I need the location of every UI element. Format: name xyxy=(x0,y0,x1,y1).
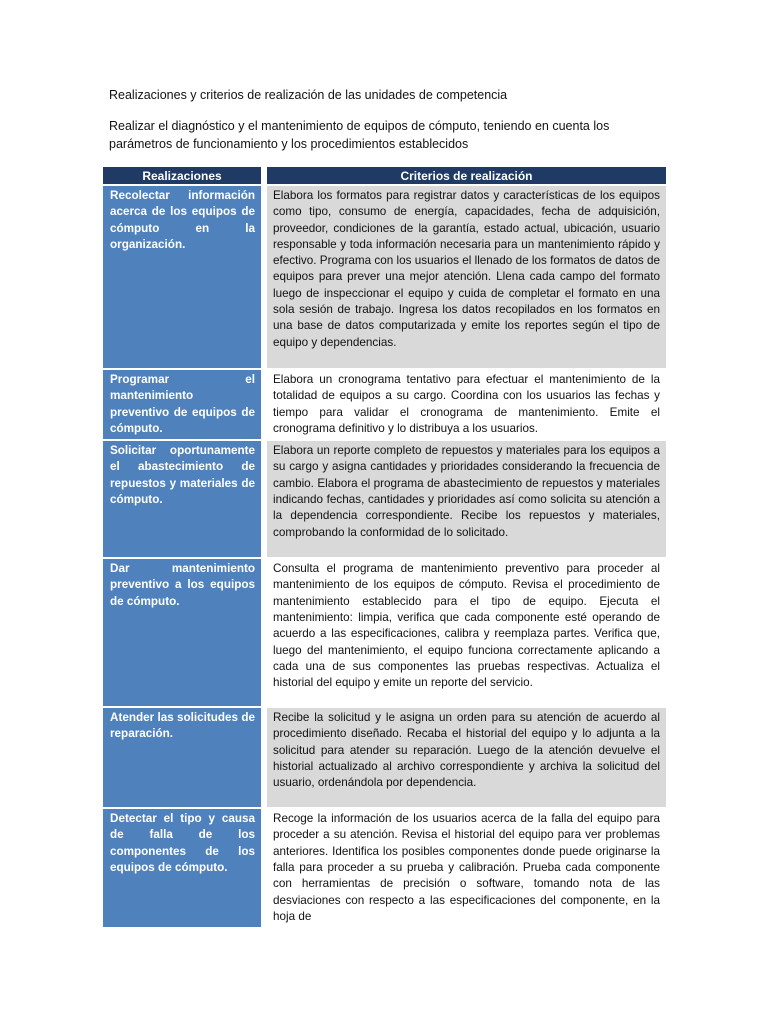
realizacion-cell: Dar mantenimiento preventivo a los equipos de cómputo. xyxy=(103,559,267,708)
criterio-cell: Recoge la información de los usuarios acerca de la falla del equipo para proceder a su atención. Revisa el historial del equipo para ver problemas anteriores. Identifica los posibles componentes donde puede originarse la falla para proceder a su prueba y calibración. Prueba cada componente con herramientas de precisión o software, tomando nota de las desviaciones con respecto a las especificaciones del componente, en la hoja de xyxy=(267,809,666,929)
header-criterios: Criterios de realización xyxy=(267,167,666,186)
document-subtitle: Realizar el diagnóstico y el mantenimiento de equipos de cómputo, teniendo en cuenta los parámetros de funcionamiento y los procedimientos establecidos xyxy=(109,119,610,151)
table-row xyxy=(103,186,666,370)
table-row xyxy=(103,370,666,441)
table-header-row xyxy=(103,167,666,186)
realizacion-cell: Atender las solicitudes de reparación. xyxy=(103,708,267,809)
table-row xyxy=(103,559,666,708)
table-row xyxy=(103,809,666,929)
table-row xyxy=(103,708,666,809)
criterio-cell: Consulta el programa de mantenimiento preventivo para proceder al mantenimiento de los equipos de cómputo. Revisa el procedimiento de mantenimiento establecido para el tipo de equipo. Ejecuta el mantenimiento: limpia, verifica que cada componente esté operando de acuerdo a las especificaciones, calibra y reemplaza partes. Verifica que, luego del mantenimiento, el equipo funciona correctamente aplicando a cada una de sus componentes las pruebas respectivas. Actualiza el historial del equipo y emite un reporte del servicio. xyxy=(267,559,666,708)
realizacion-cell: Detectar el tipo y causa de falla de los componentes de los equipos de cómputo. xyxy=(103,809,267,929)
realizacion-cell: Recolectar información acerca de los equipos de cómputo en la organización. xyxy=(103,186,267,370)
realizacion-cell: Programar el mantenimiento preventivo de equipos de cómputo. xyxy=(103,370,267,441)
header-realizaciones: Realizaciones xyxy=(103,167,267,186)
criterio-cell: Elabora un reporte completo de repuestos y materiales para los equipos a su cargo y asigna cantidades y prioridades considerando la frecuencia de cambio. Elabora el programa de abastecimiento de repuestos y materiales indicando fechas, cantidades y prioridades así como solicita su atención a la dependencia correspondiente. Recibe los repuestos y materiales, comprobando la conformidad de lo solicitado. xyxy=(267,441,666,559)
competency-table xyxy=(103,167,666,929)
criterio-cell: Recibe la solicitud y le asigna un orden para su atención de acuerdo al procedimiento diseñado. Recaba el historial del equipo y lo adjunta a la solicitud para atender su reparación. Luego de la atención devuelve el historial actualizado al archivo correspondiente y archiva la solicitud del usuario, ordenándola por dependencia. xyxy=(267,708,666,809)
criterio-cell: Elabora un cronograma tentativo para efectuar el mantenimiento de la totalidad de equipos a su cargo. Coordina con los usuarios las fechas y tiempo para validar el cronograma de mantenimiento. Emite el cronograma definitivo y lo distribuya a los usuarios. xyxy=(267,370,666,441)
criterio-cell: Elabora los formatos para registrar datos y características de los equipos como tipo, consumo de energía, capacidades, fecha de adquisición, proveedor, condiciones de la garantía, estado actual, ubicación, usuario responsable y toda información necesaria para un mantenimiento rápido y efectivo. Programa con los usuarios el llenado de los formatos de datos de equipos para prever una mejor atención. Llena cada campo del formato luego de inspeccionar el equipo y cuida de completar el formato en una sola sesión de trabajo. Ingresa los datos recopilados en los formatos en una base de datos computarizada y emite los reportes según el tipo de equipo y dependencias. xyxy=(267,186,666,370)
realizacion-cell: Solicitar oportunamente el abastecimiento de repuestos y materiales de cómputo. xyxy=(103,441,267,559)
document-title: Realizaciones y criterios de realización de las unidades de competencia xyxy=(109,88,508,102)
table-row xyxy=(103,441,666,559)
